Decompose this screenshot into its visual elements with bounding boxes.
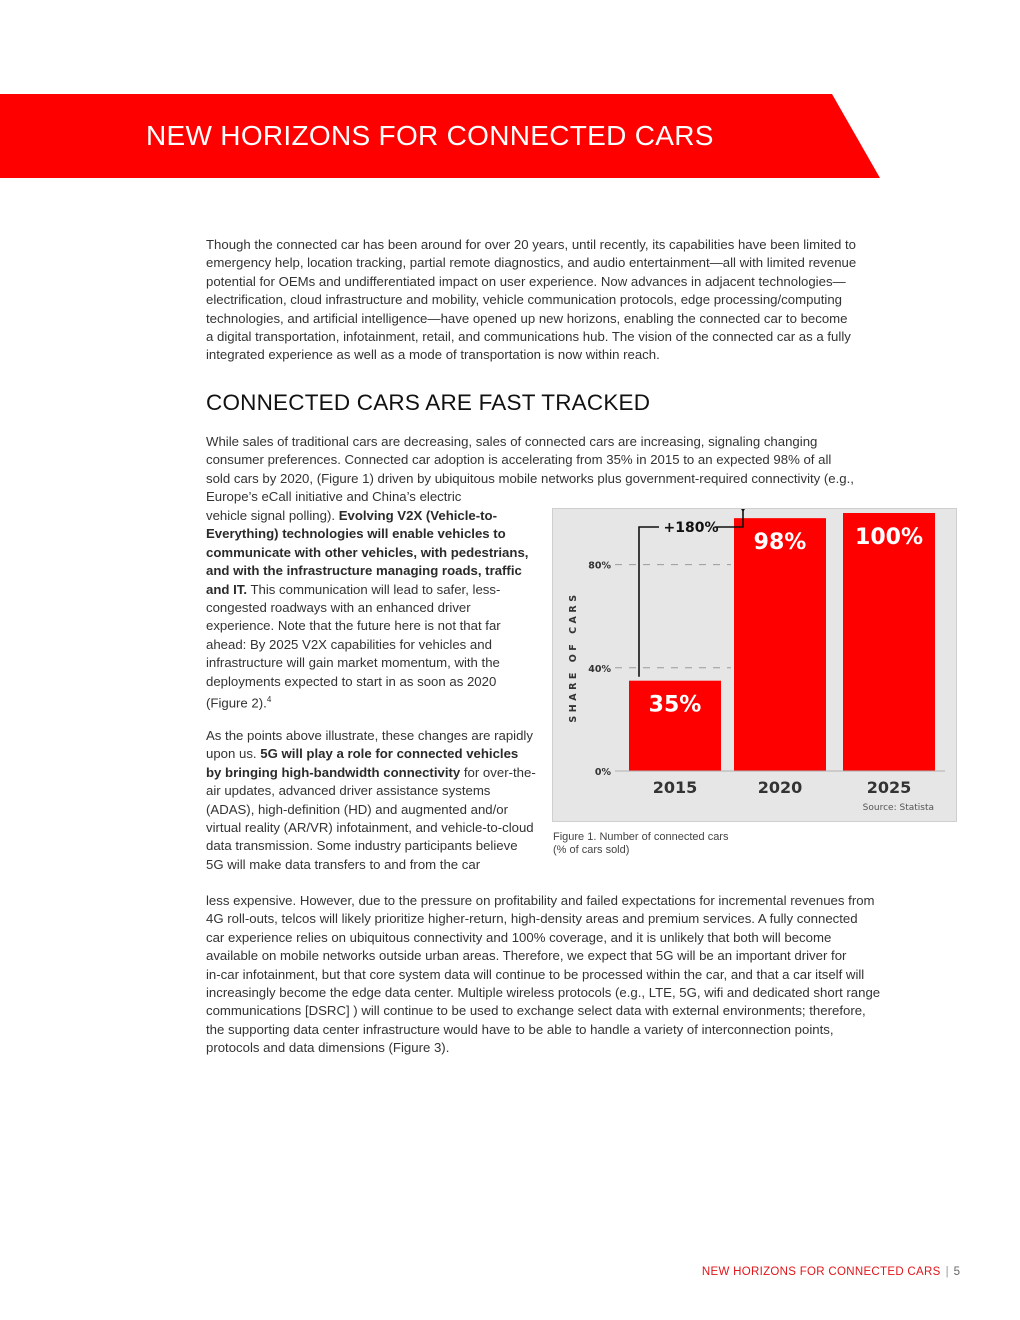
- bar: [843, 513, 935, 771]
- paragraph-line: protocols and data dimensions (Figure 3).: [206, 1040, 450, 1056]
- paragraph-text: for over-the-air updates, advanced driver assistance systems (ADAS), high-definition (HD) and augmented and/or virtual reality (AR/VR) infotainment, and vehicle-to-cloud data transmission. Some industry participants believe 5G will make data transfers to and from the car: [206, 764, 536, 872]
- intro-line: a digital transportation, infotainment, retail, and communications hub. The vision of the connected car as a fully: [206, 329, 851, 345]
- intro-line: integrated experience as well as a mode of transportation is now within reach.: [206, 347, 660, 363]
- paragraph-line: 4G roll-outs, telcos will likely prioritize higher-return, high-density areas and premium services. A fully connected: [206, 911, 858, 927]
- intro-line: electrification, cloud infrastructure and mobility, vehicle communication protocols, edge processing/computing: [206, 292, 842, 308]
- paragraph-1-top: [206, 433, 926, 507]
- footnote-marker: 4: [266, 695, 272, 705]
- chart-source: Source: Statista: [862, 803, 934, 813]
- y-tick-label: 80%: [588, 560, 611, 572]
- paragraph-text: This communication will lead to safer, less-congested roadways with an enhanced driver experience. Note that the future here is not that far ahead: By 2025 V2X capabilities for vehicles and infrastructure will gain market momentum, with the deployments expected to start in as soon as 2020 (Figure 2).: [206, 581, 501, 711]
- paragraph-line: available on mobile networks outside urban areas. Therefore, we expect that 5G will be an important driver for: [206, 948, 847, 964]
- paragraph-bold-text: 5G will play a role for connected vehicles by bringing high-bandwidth connectivity: [206, 746, 519, 780]
- intro-line: emergency help, location tracking, partial remote diagnostics, and audio entertainment—all with limited revenue: [206, 255, 857, 271]
- paragraph-line: consumer preferences. Connected car adoption is accelerating from 35% in 2015 to an expected 98% of all: [206, 452, 832, 468]
- paragraph-text: As the points above illustrate, these changes are rapidly upon us.: [206, 728, 533, 762]
- footer-title: NEW HORIZONS FOR CONNECTED CARS: [701, 1266, 941, 1278]
- chart-canvas: [553, 509, 958, 823]
- intro-line: potential for OEMs and undifferentiated impact on user experience. Now advances in adjacent technologies—: [206, 273, 846, 289]
- annotation-label: +180%: [663, 520, 719, 536]
- data-label: 98%: [753, 530, 807, 556]
- intro-line: technologies, and artificial intelligence—have opened up new horizons, enabling the connected car to become: [206, 310, 848, 326]
- y-axis-label: SHARE OF CARS: [568, 591, 579, 723]
- paragraph-line: less expensive. However, due to the pressure on profitability and failed expectations for incremental revenues from: [206, 893, 875, 908]
- paragraph-line: increasingly become the edge data center. Multiple wireless protocols (e.g., LTE, 5G, wifi and dedicated short range: [206, 985, 881, 1001]
- figure-caption: [553, 831, 728, 858]
- caption-line: Figure 1. Number of connected cars: [553, 831, 729, 843]
- caption-line: (% of cars sold): [553, 844, 630, 857]
- intro-paragraph: [206, 236, 856, 365]
- x-tick-label: 2025: [866, 778, 912, 797]
- page-title: NEW HORIZONS FOR CONNECTED CARS: [146, 120, 714, 151]
- paragraph-line: in-car infotainment, but that core system data will continue to be processed within the car, and that a car itself will: [206, 966, 865, 982]
- paragraph-line: While sales of traditional cars are decreasing, sales of connected cars are increasing, signaling changing: [206, 434, 818, 449]
- paragraph-line: the supporting data center infrastructure would have to be able to handle a variety of interconnection points,: [206, 1021, 834, 1037]
- x-tick-label: 2015: [652, 778, 698, 797]
- page-number: 5: [953, 1266, 960, 1278]
- paragraph-line: sold cars by 2020, (Figure 1) driven by ubiquitous mobile networks plus government-required connectivity (e.g.,: [206, 470, 854, 486]
- paragraph-2-bottom: [206, 892, 946, 1058]
- intro-line: Though the connected car has been around for over 20 years, until recently, its capabilities have been limited to: [206, 237, 856, 252]
- y-tick-label: 0%: [594, 767, 611, 778]
- annotation-arrowhead: [738, 509, 748, 512]
- paragraph-2-column: [206, 727, 536, 874]
- x-tick-label: 2020: [757, 778, 803, 797]
- paragraph-line: communications [DSRC] ) will continue to be used to exchange select data with external environments; therefore,: [206, 1003, 866, 1019]
- section-heading: CONNECTED CARS ARE FAST TRACKED: [206, 390, 651, 415]
- data-label: 100%: [855, 525, 923, 550]
- bar: [734, 518, 826, 771]
- paragraph-line: car experience relies on ubiquitous connectivity and 100% coverage, and it is unlikely that both will become: [206, 929, 832, 945]
- paragraph-text: vehicle signal polling).: [206, 508, 339, 523]
- paragraph-line: Europe’s eCall initiative and China’s electric: [206, 489, 462, 505]
- bar-chart: [552, 508, 957, 822]
- data-label: 35%: [648, 692, 702, 718]
- annotation-bracket-left: [639, 527, 659, 677]
- paragraph-bold-text: Evolving V2X (Vehicle-to-Everything) technologies will enable vehicles to communicate with other vehicles, with pedestrians, and with the infrastructure managing roads, traffic and IT.: [206, 508, 529, 597]
- footer-separator: |: [945, 1266, 949, 1278]
- paragraph-1-column: [206, 507, 536, 713]
- y-tick-label: 40%: [588, 663, 611, 675]
- page-footer: [702, 1266, 960, 1278]
